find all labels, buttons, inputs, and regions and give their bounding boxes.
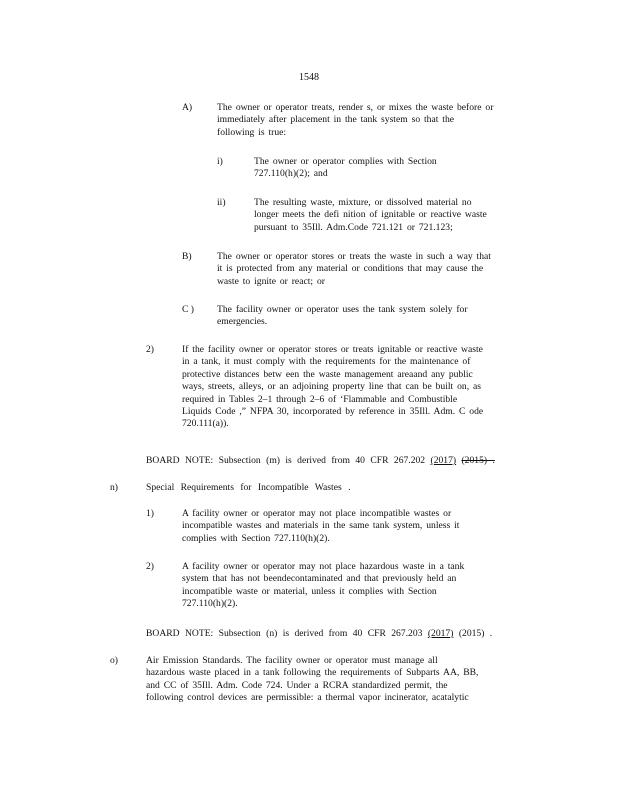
text-line: A facility owner or operator may not place hazardous waste in a tank xyxy=(182,561,465,572)
item-label-2: 2) xyxy=(146,344,154,355)
board-note-n xyxy=(146,628,546,640)
text-line: waste to ignite or react; or xyxy=(217,275,325,287)
item-label-n2: 2) xyxy=(146,561,154,572)
text-line: Liquids Code ,” NFPA 30, incorporated by reference in 35Ill. Adm. C ode xyxy=(182,406,484,418)
text-line: emergencies. xyxy=(217,316,268,328)
text-line: A facility owner or operator may not place incompatible wastes or xyxy=(182,508,452,519)
text-line: following is true: xyxy=(217,126,287,138)
text-line: longer meets the defi nition of ignitable or reactive waste xyxy=(254,209,487,221)
text-line: The owner or operator stores or treats the waste in such a way that xyxy=(217,251,491,262)
item-label-n1: 1) xyxy=(146,508,154,519)
text-line: The resulting waste, mixture, or dissolved material no xyxy=(254,197,472,208)
text-line: 720.111(a)). xyxy=(182,418,229,430)
paragraph-o xyxy=(146,655,541,705)
item-label-A: A) xyxy=(182,102,193,113)
text-line: incompatible waste or material, unless it complies with Section xyxy=(182,585,437,597)
inserted-year: (2017) xyxy=(430,455,457,466)
item-label-B: B) xyxy=(182,251,192,262)
text-line: pursuant to 35Ill. Adm.Code 721.121 or 721.123; xyxy=(254,221,453,233)
inserted-year: (2017) xyxy=(427,628,454,639)
board-note-text: BOARD NOTE: Subsection (n) is derived from 40 CFR 267.203 xyxy=(146,628,423,639)
item-label-o: o) xyxy=(110,655,118,666)
text-line: ways, streets, alleys, or an adjoining property line that can be built on, as xyxy=(182,381,481,393)
text-line: required in Tables 2–1 through 2–6 of ‘Flammable and Combustible xyxy=(182,393,458,405)
text-line: system that has not beendecontaminated and that previously held an xyxy=(182,573,457,585)
text-line: in a tank, it must comply with the requirements for the maintenance of xyxy=(182,356,471,368)
text-line: and CC of 35Ill. Adm. Code 724. Under a RCRA standardized permit, the xyxy=(146,679,448,691)
paragraph-n1 xyxy=(182,508,522,545)
paragraph-C xyxy=(217,304,517,329)
deleted-year: (2015) . xyxy=(458,628,493,639)
board-note-m xyxy=(146,455,546,467)
paragraph-ii xyxy=(254,197,524,234)
heading-n: Special Requirements for Incompatible Wastes . xyxy=(146,482,351,493)
item-label-C: C ) xyxy=(182,304,194,315)
page-number: 1548 xyxy=(299,72,319,83)
paragraph-B xyxy=(217,251,537,288)
item-label-ii: ii) xyxy=(217,197,226,208)
text-line: incompatible wastes and materials in the same tank system, unless it xyxy=(182,520,460,532)
text-line: immediately after placement in the tank system so that the xyxy=(217,114,455,126)
paragraph-i xyxy=(254,156,514,181)
text-line: 727.110(h)(2); and xyxy=(254,168,328,180)
text-line: hazardous waste placed in a tank following the requirements of Subparts AA, BB, xyxy=(146,667,479,679)
paragraph-2 xyxy=(182,344,538,431)
text-line: complies with Section 727.110(h)(2). xyxy=(182,532,330,544)
item-label-n: n) xyxy=(110,482,118,493)
text-line: If the facility owner or operator stores or treats ignitable or reactive waste xyxy=(182,344,483,355)
board-note-text: BOARD NOTE: Subsection (m) is derived from 40 CFR 267.202 xyxy=(146,455,426,466)
paragraph-A xyxy=(217,102,539,139)
text-line: following control devices are permissible: a thermal vapor incinerator, acatalytic xyxy=(146,692,469,704)
text-line: 727.110(h)(2). xyxy=(182,598,238,610)
text-line: protective distances betw een the waste management areaand any public xyxy=(182,368,473,380)
text-line: The facility owner or operator uses the tank system solely for xyxy=(217,304,468,315)
deleted-year: (2015) . xyxy=(461,455,495,466)
text-line: Air Emission Standards. The facility owner or operator must manage all xyxy=(146,655,438,666)
text-line: it is protected from any material or conditions that may cause the xyxy=(217,263,484,275)
paragraph-n2 xyxy=(182,561,522,611)
item-label-i: i) xyxy=(217,156,223,167)
text-line: The owner or operator complies with Section xyxy=(254,156,437,167)
text-line: The owner or operator treats, render s, or mixes the waste before or xyxy=(217,102,494,113)
